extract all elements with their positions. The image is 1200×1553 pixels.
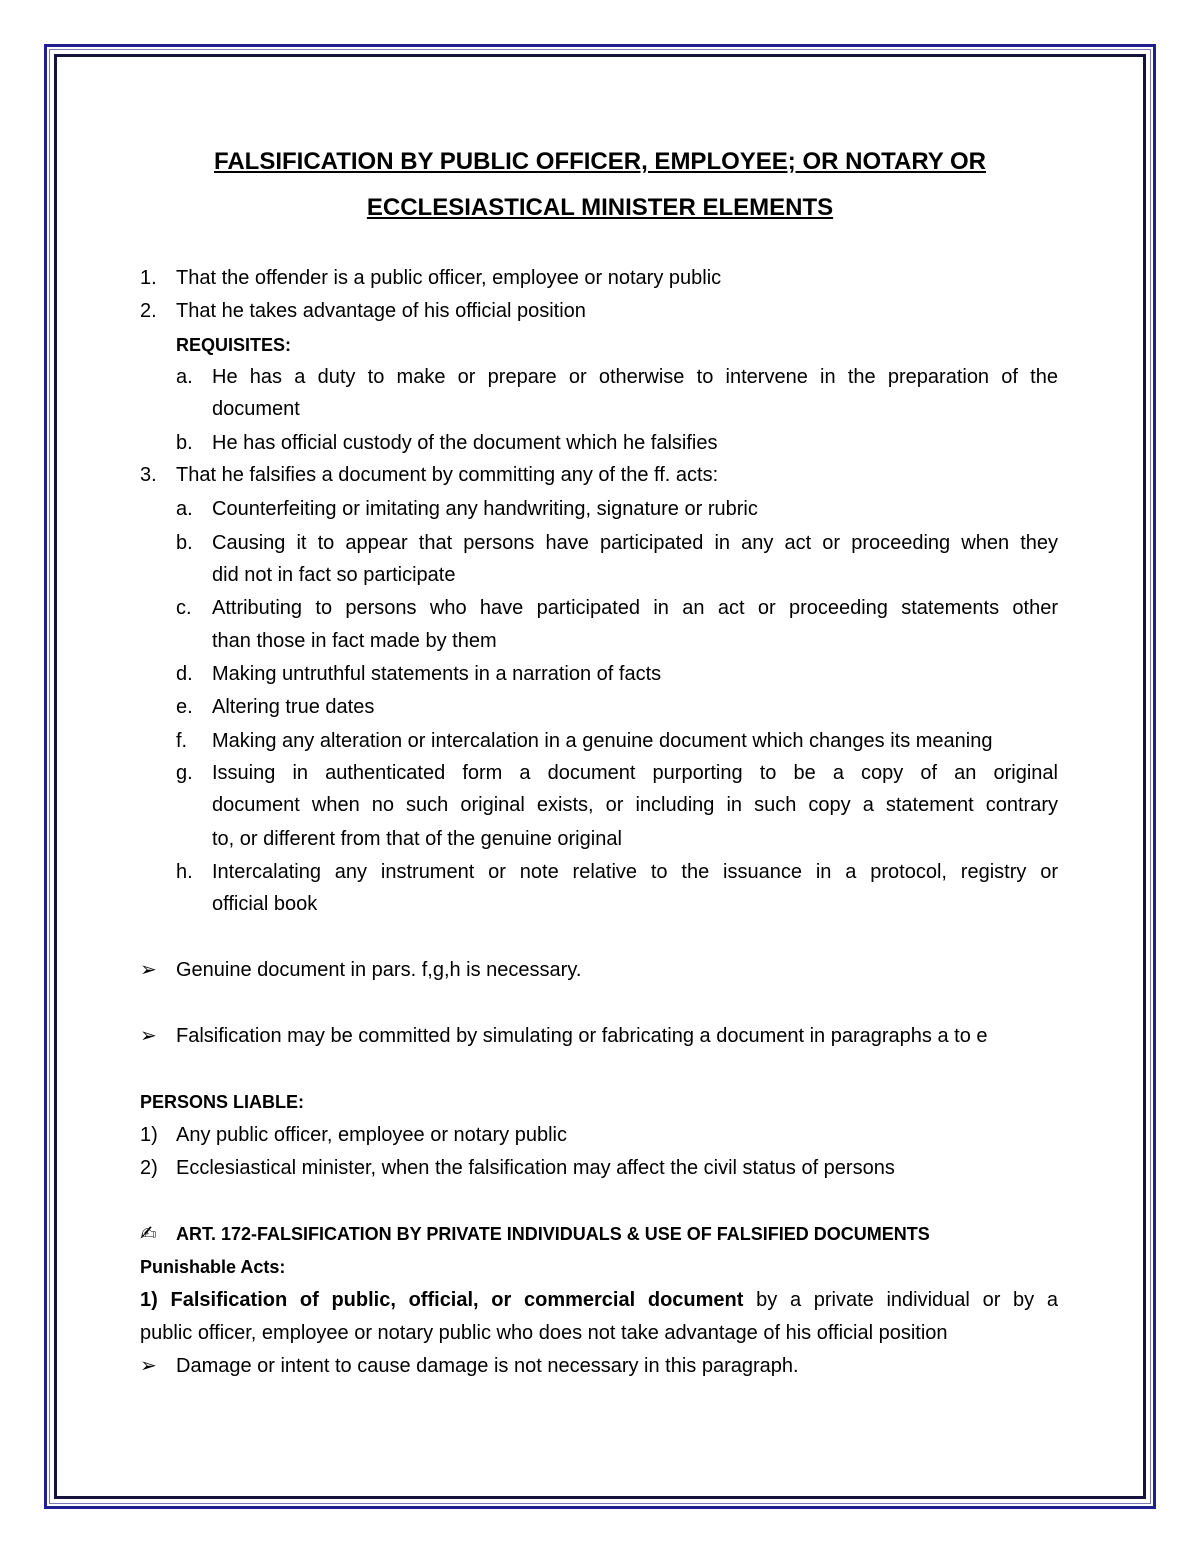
note-2: [140, 1023, 157, 1049]
paragraph-text: by a private individual or by a: [756, 1289, 1058, 1311]
list-number: 1.: [140, 267, 157, 289]
list-number: 2): [140, 1157, 158, 1179]
writing-hand-icon: ✍: [140, 1223, 157, 1245]
list-number: 2.: [140, 300, 157, 322]
list-letter: b.: [176, 432, 193, 454]
arrowhead-bullet-icon: ➢: [140, 959, 157, 981]
list-letter: g.: [176, 762, 193, 784]
list-letter: a.: [176, 498, 193, 520]
note-1-text: Genuine document in pars. f,g,h is necessary.: [176, 959, 582, 981]
list-number: 3.: [140, 464, 157, 486]
paragraph-bold-text: Falsification of public, official, or commercial document: [170, 1289, 744, 1311]
requisites-heading: REQUISITES:: [176, 335, 292, 355]
art172-subheading: Punishable Acts:: [140, 1257, 286, 1277]
persons-liable-1-text: Any public officer, employee or notary public: [176, 1124, 567, 1146]
art172-paragraph-1-line-1: [140, 1287, 1058, 1313]
act-a-line-1: Counterfeiting or imitating any handwriting, signature or rubric: [212, 498, 758, 520]
act-b-line-2: did not in fact so participate: [212, 564, 456, 586]
art172-note: [140, 1353, 157, 1379]
act-g-line-3: to, or different from that of the genuine original: [212, 828, 622, 850]
act-e: [176, 694, 193, 720]
list-letter: b.: [176, 532, 193, 554]
arrowhead-bullet-icon: ➢: [140, 1025, 157, 1047]
art172-heading: ART. 172-FALSIFICATION BY PRIVATE INDIVIDUALS & USE OF FALSIFIED DOCUMENTS: [176, 1224, 930, 1244]
act-c-line-1: Attributing to persons who have participated in an act or proceeding statements other: [212, 597, 1058, 619]
list-text: That he falsifies a document by committing any of the ff. acts:: [176, 464, 719, 486]
art172-heading-row: [140, 1221, 157, 1247]
persons-liable-1: [140, 1122, 158, 1148]
act-b: [176, 530, 193, 556]
act-b-line-1: Causing it to appear that persons have participated in any act or proceeding when they: [212, 532, 1058, 554]
note-1: [140, 957, 157, 983]
act-h-line-1: Intercalating any instrument or note relative to the issuance in a protocol, registry or: [212, 861, 1058, 883]
persons-liable-heading: PERSONS LIABLE:: [140, 1092, 305, 1112]
act-d: [176, 661, 193, 687]
page-title-line-1: FALSIFICATION BY PUBLIC OFFICER, EMPLOYEE; OR NOTARY OR: [213, 148, 987, 175]
act-e-line-1: Altering true dates: [212, 696, 375, 718]
arrowhead-bullet-icon: ➢: [140, 1355, 157, 1377]
note-2-text: Falsification may be committed by simulating or fabricating a document in paragraphs a to e: [176, 1025, 988, 1047]
persons-liable-2-text: Ecclesiastical minister, when the falsification may affect the civil status of persons: [176, 1157, 895, 1179]
act-d-line-1: Making untruthful statements in a narration of facts: [212, 663, 662, 685]
list-letter: f.: [176, 730, 188, 752]
requisite-a-line-2: document: [212, 398, 300, 420]
act-h-line-2: official book: [212, 893, 318, 915]
act-h: [176, 859, 193, 885]
page-title-line-2: ECCLESIASTICAL MINISTER ELEMENTS: [366, 194, 834, 221]
act-f: [176, 728, 187, 754]
list-letter: h.: [176, 861, 193, 883]
act-f-line-1: Making any alteration or intercalation in a genuine document which changes its meaning: [212, 730, 993, 752]
requisite-b-line-1: He has official custody of the document which he falsifies: [212, 432, 718, 454]
list-text: That he takes advantage of his official position: [176, 300, 586, 322]
requisite-a-line-1: He has a duty to make or prepare or otherwise to intervene in the preparation of the: [212, 366, 1058, 388]
act-a: [176, 496, 193, 522]
persons-liable-2: [140, 1155, 158, 1181]
act-c-line-2: than those in fact made by them: [212, 630, 497, 652]
art172-paragraph-1-line-2: public officer, employee or notary public who does not take advantage of his official position: [140, 1322, 948, 1344]
act-c: [176, 595, 192, 621]
list-letter: d.: [176, 663, 193, 685]
art172-note-text: Damage or intent to cause damage is not necessary in this paragraph.: [176, 1355, 799, 1377]
act-g-line-1: Issuing in authenticated form a document purporting to be a copy of an original: [212, 762, 1058, 784]
paragraph-number: 1): [140, 1289, 158, 1311]
list-letter: e.: [176, 696, 193, 718]
list-letter: a.: [176, 366, 193, 388]
list-number: 1): [140, 1124, 158, 1146]
list-text: That the offender is a public officer, employee or notary public: [176, 267, 722, 289]
act-g: [176, 760, 193, 786]
act-g-line-2: document when no such original exists, or including in such copy a statement contrary: [212, 794, 1058, 816]
list-letter: c.: [176, 597, 192, 619]
